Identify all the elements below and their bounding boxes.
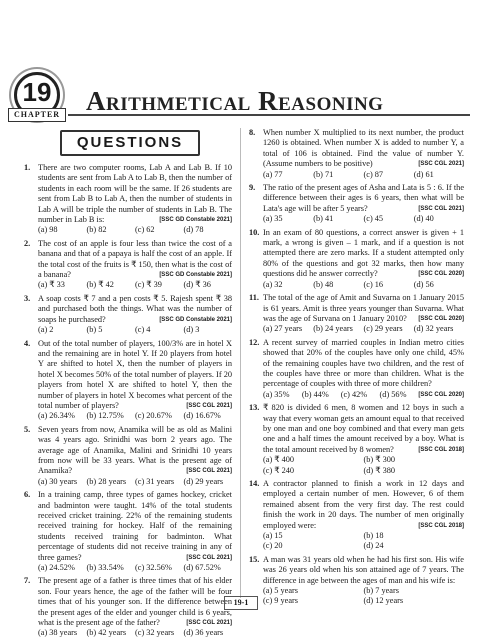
- answer-option: (b) 24 years: [313, 324, 353, 334]
- question-number: 2.: [24, 238, 31, 248]
- answer-option: (d) ₹ 36: [183, 280, 211, 290]
- question-number: 9.: [249, 183, 256, 193]
- question-source: [SSC CGL 2021]: [418, 205, 464, 212]
- answer-option: (c) 62: [135, 225, 155, 235]
- question-number: 13.: [249, 403, 260, 413]
- answer-option: (c) 32 years: [135, 628, 175, 638]
- answer-options: [38, 225, 232, 235]
- answer-options: [38, 628, 232, 638]
- answer-options: [263, 390, 418, 400]
- question-item: [249, 479, 464, 552]
- answer-option: (b) 18: [363, 531, 384, 541]
- answer-option: (a) 30 years: [38, 476, 78, 486]
- answer-options: [38, 280, 232, 290]
- answer-option: (c) 31 years: [135, 476, 175, 486]
- answer-option: (c) 45: [363, 214, 384, 224]
- question-text: The total of the age of Amit and Suvarna on 1 January 2015 is 61 years. Amit is three years younger than Suvarna. What was the age of Survana on 1 January 2010?: [263, 293, 464, 323]
- answer-option: (d) 36 years: [183, 628, 224, 638]
- answer-option: (b) ₹ 42: [86, 280, 114, 290]
- answer-options: [263, 280, 464, 290]
- left-column: [24, 163, 232, 642]
- answer-option: (a) 32: [263, 279, 283, 289]
- answer-option: (b) 7 years: [363, 586, 399, 596]
- question-text: A contractor planned to finish a work in 12 days and employed a certain number of men. However, 6 of them remained absent from the very first day. The rest could finish the work in 20 days. The number of men originally employed were:: [263, 479, 464, 530]
- page-number: 19-1: [224, 596, 258, 610]
- question-text: A soap costs ₹ 7 and a pen costs ₹ 5. Rajesh spent ₹ 38 and purchased both the things. What was the number of soaps he purchased?: [38, 293, 232, 324]
- chapter-number: 19: [22, 77, 52, 107]
- answer-options: [38, 477, 232, 487]
- question-item: [249, 338, 464, 400]
- answer-option: (c) 16: [363, 279, 384, 289]
- question-number: 12.: [249, 337, 260, 347]
- question-number: 14.: [249, 479, 260, 488]
- answer-option: (d) 3: [183, 325, 200, 335]
- question-text: A recent survey of married couples in Indian metro cities showed that 20% of the couples have only one child, 45% of the remaining couples have two children, and the rest of the couples have three or more than children. What is the percentage of couples with three of more children?: [263, 337, 464, 389]
- answer-option: (d) 16.67%: [183, 411, 221, 421]
- answer-option: (b) 28 years: [86, 476, 127, 486]
- answer-option: (d) 67.52%: [183, 563, 221, 573]
- answer-option: (c) 20: [263, 541, 283, 551]
- answer-options: [38, 411, 232, 421]
- answer-option: (d) 12 years: [363, 596, 404, 606]
- question-text: The cost of an apple is four less than twice the cost of a banana and that of a papaya is half the cost of an apple. If the total cost of the fruits is ₹ 150, then what is the cost of a banana?: [38, 238, 232, 280]
- question-number: 8.: [249, 128, 256, 137]
- question-item: [24, 425, 232, 487]
- answer-option: (d) 56: [413, 279, 434, 289]
- question-item: [249, 555, 464, 607]
- question-source: [SSC GD Constable 2021]: [159, 217, 232, 224]
- answer-option: (b) 44%: [301, 389, 329, 399]
- question-text: In an exam of 80 questions, a correct answer is given + 1 mark, a wrong is given – 1 mark, and if a question is not attempted there are zero marks. If a student attempted only 80% of the questions and got 32 marks, then how many questions did he answer correctly?: [263, 227, 464, 279]
- question-number: 5.: [24, 424, 31, 434]
- question-item: [249, 228, 464, 290]
- question-source: [SSC CGL 2021]: [186, 554, 232, 561]
- question-text: Seven years from now, Anamika will be as old as Malini was 4 years ago. Srinidhi was born 2 years ago. The average age of Anamika, Malini and Srinidhi 10 years from now will be 33 years. What is the present age of Anamika?: [38, 424, 232, 476]
- question-text: When number X multiplied to its next number, the product 1260 is obtained. When number X is added to number Y, a total of 106 is obtained. Find the value of number Y. (Assume numbers to be positive): [263, 128, 464, 169]
- answer-option: (b) 41: [313, 214, 334, 224]
- question-text: There are two computer rooms, Lab A and Lab B. If 10 students are sent from Lab A to Lab B, then the number of students in each room will be the same. If 26 students are sent from Lab B to Lab A, then the number of students in Lab A will be triple the number of students in Lab B. The number in Lab B is:: [38, 163, 232, 225]
- answer-option: (c) 20.67%: [135, 411, 172, 421]
- answer-option: (b) 33.54%: [86, 563, 124, 573]
- question-source: [SSC CGL 2021]: [186, 620, 232, 627]
- answer-option: (c) ₹ 39: [135, 280, 162, 290]
- question-source: [SSC GD Constable 2021]: [159, 316, 232, 323]
- question-source: [SSC CGL 2020]: [418, 271, 464, 278]
- question-text: Out of the total number of players, 100/3% are in hotel X and the remaining are in hotel Y. If 20 players from hotel Y are shifted to hotel X, then the number of players in hotel X becomes 50% of the total number of players. If 20 players from hotel X are shifted to hotel Y, then the number of players in hotel X becomes what percent of the total number of players?: [38, 338, 232, 410]
- question-source: [SSC CGL 2020]: [418, 391, 464, 398]
- question-item: [249, 128, 464, 180]
- question-number: 11.: [249, 293, 259, 303]
- answer-option: (a) 98: [38, 225, 58, 235]
- question-text: A man was 31 years old when he had his first son. His wife was 26 years old when his son attained age of 7 years. The difference in age between the ages of man and his wife is:: [263, 554, 464, 585]
- question-item: [24, 576, 232, 638]
- question-item: [249, 403, 464, 476]
- answer-option: (c) 4: [135, 325, 151, 335]
- question-item: [24, 294, 232, 336]
- answer-options: [38, 563, 232, 573]
- answer-option: (a) 38 years: [38, 628, 78, 638]
- question-source: [SSC GD Constable 2021]: [159, 272, 232, 279]
- question-number: 10.: [249, 227, 260, 237]
- question-item: [24, 490, 232, 573]
- answer-option: (a) ₹ 33: [38, 280, 65, 290]
- question-source: [SSC CGL 2020]: [418, 315, 464, 322]
- question-source: [SSC CGL 2018]: [418, 522, 464, 529]
- answer-option: (a) 35%: [263, 389, 290, 399]
- answer-options: [38, 325, 232, 335]
- answer-option: (a) 77: [263, 169, 283, 179]
- answer-option: (c) 9 years: [263, 596, 299, 606]
- answer-option: (b) 71: [313, 169, 334, 179]
- question-number: 15.: [249, 554, 260, 564]
- question-number: 3.: [24, 293, 31, 303]
- chapter-title: Arithmetical Reasoning: [86, 86, 384, 116]
- question-source: [SSC CGL 2021]: [186, 402, 232, 409]
- question-item: [24, 239, 232, 291]
- answer-option: (d) 56%: [379, 389, 407, 399]
- answer-option: (d) ₹ 380: [363, 465, 396, 475]
- answer-option: (a) 5 years: [263, 586, 299, 596]
- right-column: [249, 128, 464, 610]
- question-source: [SSC CGL 2021]: [186, 468, 232, 475]
- answer-option: (b) 5: [86, 325, 103, 335]
- question-number: 4.: [24, 338, 31, 348]
- answer-option: (c) ₹ 240: [263, 465, 295, 475]
- question-item: [249, 183, 464, 225]
- answer-option: (b) 12.75%: [86, 411, 124, 421]
- answer-option: (c) 87: [363, 169, 384, 179]
- answer-option: (a) ₹ 400: [263, 455, 295, 465]
- question-number: 1.: [24, 163, 31, 172]
- answer-options: [263, 455, 464, 476]
- answer-option: (c) 29 years: [363, 324, 403, 334]
- answer-options: [263, 214, 464, 224]
- answer-option: (c) 42%: [340, 389, 368, 399]
- answer-option: (b) 48: [313, 279, 334, 289]
- answer-option: (b) 42 years: [86, 628, 127, 638]
- chapter-header: [0, 0, 480, 120]
- question-text: In a training camp, three types of games hockey, cricket and badminton were taught. 14% of the total students received cricket training. 22% of the remaining students received training for hockey. Half of the remaining students received training for badminton. What percentage of students did not receive training in any of three games?: [38, 490, 232, 562]
- answer-option: (d) 78: [183, 225, 204, 235]
- chapter-ribbon: CHAPTER: [8, 108, 66, 122]
- answer-option: (a) 27 years: [263, 324, 303, 334]
- answer-option: (c) 32.56%: [135, 563, 172, 573]
- question-source: [SSC CGL 2018]: [418, 446, 464, 453]
- answer-option: (b) ₹ 300: [363, 455, 396, 465]
- question-text: The present age of a father is three times that of his elder son. Four years hence, the age of the father will be four times that of his younger son. If the difference between the present ages of the elder and younger child is 6 years, what is the present age of the father?: [38, 576, 232, 628]
- answer-option: (a) 35: [263, 214, 283, 224]
- answer-option: (b) 82: [86, 225, 107, 235]
- answer-option: (d) 61: [413, 169, 434, 179]
- question-item: [249, 293, 464, 335]
- answer-option: (a) 15: [263, 531, 283, 541]
- answer-options: [263, 324, 464, 334]
- answer-options: [263, 586, 464, 607]
- answer-option: (a) 2: [38, 325, 54, 335]
- answer-option: (d) 29 years: [183, 476, 224, 486]
- answer-option: (d) 32 years: [413, 324, 454, 334]
- answer-option: (d) 40: [413, 214, 434, 224]
- questions-heading: QUESTIONS: [60, 130, 200, 156]
- answer-option: (a) 24.52%: [38, 563, 75, 573]
- answer-option: (d) 24: [363, 541, 384, 551]
- question-item: [24, 339, 232, 422]
- question-text: ₹ 820 is divided 6 men, 8 women and 12 boys in such a way that every woman gets an amount equal to that received by one man and one boy combined and that every man gets one and a half times the amount received by a boy. What is the total amount received by 8 women?: [263, 403, 464, 454]
- answer-option: (a) 26.34%: [38, 411, 75, 421]
- answer-options: [263, 170, 464, 180]
- question-number: 6.: [24, 490, 31, 500]
- answer-options: [263, 531, 464, 552]
- question-text: The ratio of the present ages of Asha and Lata is 5 : 6. If the difference between their ages is 6 years, then what will be Lata's age will be after 5 years?: [263, 183, 464, 213]
- question-item: [24, 163, 232, 236]
- question-source: [SSC CGL 2021]: [418, 161, 464, 168]
- column-divider: [240, 128, 241, 598]
- question-number: 7.: [24, 576, 31, 586]
